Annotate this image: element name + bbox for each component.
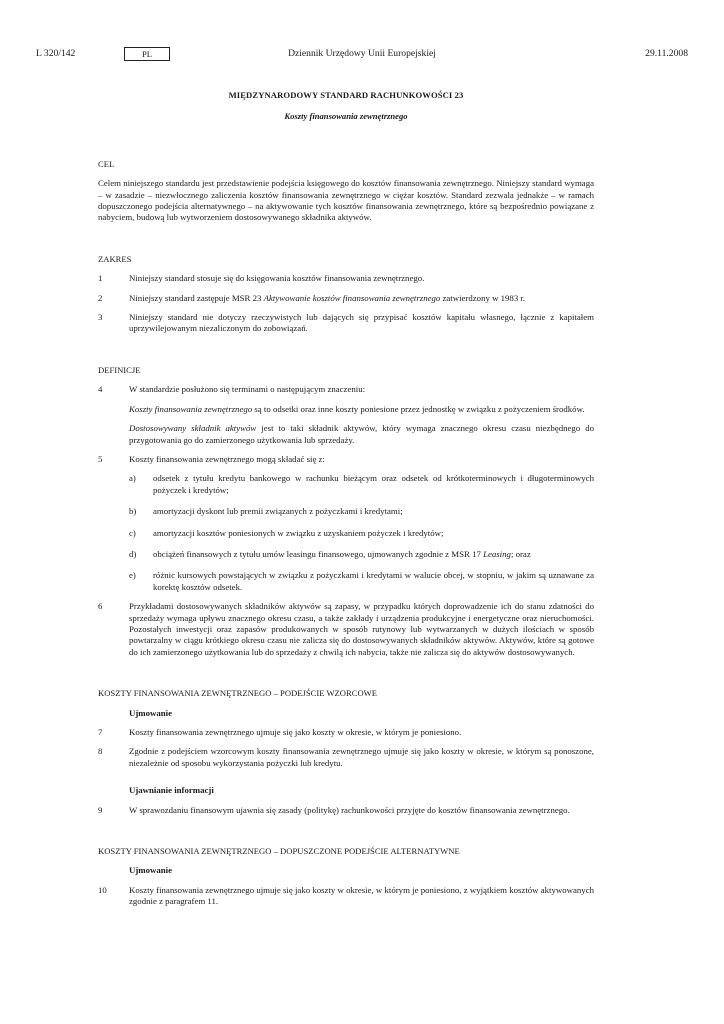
paragraph-number: 6 — [98, 601, 103, 612]
list-text: amortyzacji kosztów poniesionych w związku z uzyskaniem pożyczek i kredytów; — [153, 527, 444, 538]
list-text-end: ; oraz — [510, 548, 531, 559]
document-title: MIĘDZYNARODOWY STANDARD RACHUNKOWOŚCI 23 — [228, 90, 464, 100]
subsection-heading-disclosure: Ujawnianie informacji — [129, 785, 214, 796]
list-item — [98, 506, 594, 517]
section-heading-definicje: DEFINICJE — [98, 364, 141, 375]
definition-term: Dostosowywany składnik aktywów — [129, 423, 257, 434]
definition-qualifying-asset — [129, 423, 594, 446]
paragraph-number: 7 — [98, 727, 103, 737]
page-header — [36, 48, 688, 61]
document-subtitle: Koszty finansowania zewnętrznego — [284, 111, 408, 122]
journal-title: Dziennik Urzędowy Unii Europejskiej — [288, 48, 436, 59]
paragraph-text: Koszty finansowania zewnętrznego mogą składać się z: — [129, 453, 325, 464]
paragraph-8 — [98, 746, 594, 769]
cel-text: Celem niniejszego standardu jest przedstawienie podejścia księgowego do kosztów finansowania zewnętrznego. Niniejszy standard wymaga – w zasadzie – niezwłocznego zaliczenia kosztów finansowania zewnętrznego w ciężar kosztów. Standard zezwala jednakże – w ramach dopuszczonego podejścia alternatywnego – na aktywowanie tych kosztów finansowania zewnętrznego, które są bezpośrednio powiązane z nabyciem, budową lub wytworzeniem dostosowywanego składnika aktywów. — [98, 178, 594, 223]
subsection-heading-recognition-alt: Ujmowanie — [129, 865, 173, 876]
definition-text: są to odsetki oraz inne koszty poniesione przez jednostkę w związku z pożyczeniem środków. — [252, 403, 585, 414]
paragraph-text: Niniejszy standard zastępuje MSR 23 — [129, 292, 264, 303]
list-letter: c) — [129, 527, 136, 538]
paragraph-number: 5 — [98, 453, 103, 464]
section-heading-zakres: ZAKRES — [98, 253, 132, 264]
paragraph-10 — [98, 885, 594, 908]
definition-text: jest to taki składnik aktywów, który wymaga znacznego okresu czasu niezbędnego do przygotowania go do zamierzonego użytkowania lub sprzedaży. — [129, 423, 594, 445]
paragraph-text: W standardzie posłużono się terminami o następującym znaczeniu: — [129, 384, 366, 395]
paragraph-6 — [98, 601, 594, 658]
paragraph-7 — [98, 727, 594, 738]
paragraph-number: 2 — [98, 292, 103, 303]
paragraph-text: Koszty finansowania zewnętrznego ujmuje się jako koszty w okresie, w którym je poniesiono, z wyjątkiem kosztów aktywowanych zgodnie z paragrafem 11. — [129, 884, 594, 907]
section-heading-cel: CEL — [98, 158, 115, 169]
list-item — [98, 570, 594, 593]
paragraph-text: Niniejszy standard stosuje się do księgowania kosztów finansowania zewnętrznego. — [129, 273, 425, 284]
paragraph-2 — [98, 293, 594, 304]
page-reference: L 320/142 — [36, 48, 76, 59]
definition-term: Koszty finansowania zewnętrznego — [129, 403, 253, 414]
paragraph-text: Zgodnie z podejściem wzorcowym koszty finansowania zewnętrznego ujmuje się jako koszty w okresie, w którym są ponoszone, niezależnie od sposobu wykorzystania pożyczki lub kredytu. — [129, 746, 594, 768]
paragraph-italic-title: Aktywowanie kosztów finansowania zewnętrznego — [263, 292, 441, 303]
paragraph-text: Niniejszy standard nie dotyczy rzeczywistych lub dających się przypisać kosztów kapitału własnego, łącznie z kapitałem uprzywilejowanym niezaliczonym do zobowiązań. — [129, 312, 594, 334]
list-letter: d) — [129, 548, 137, 559]
list-item — [98, 528, 594, 539]
paragraph-number: 1 — [98, 273, 103, 284]
subsection-heading-recognition: Ujmowanie — [129, 707, 173, 718]
publication-date: 29.11.2008 — [645, 48, 688, 59]
list-item — [98, 473, 594, 496]
paragraph-1 — [98, 273, 594, 284]
paragraph-number: 8 — [98, 746, 103, 757]
document-body — [98, 90, 594, 908]
list-text: obciążeń finansowych z tytułu umów leasingu finansowego, ujmowanych zgodnie z MSR 17 — [153, 548, 484, 559]
list-item — [98, 549, 594, 560]
paragraph-number: 9 — [98, 804, 103, 815]
paragraph-4 — [98, 384, 594, 395]
list-letter: a) — [129, 473, 136, 484]
list-letter: e) — [129, 570, 136, 581]
paragraph-text: Koszty finansowania zewnętrznego ujmuje się jako koszty w okresie, w którym je poniesiono. — [129, 727, 462, 737]
list-letter: b) — [129, 506, 137, 517]
paragraph-number: 4 — [98, 384, 103, 395]
paragraph-text: Przykładami dostosowywanych składników aktywów są zapasy, w przypadku których doprowadzenie ich do stanu zdatności do sprzedaży wymaga upływu znacznego okresu czasu, a także zakłady i urządzenia produkcyjne i energetyczne oraz nieruchomości. Pozostałych inwestycji oraz zapasów produkowanych w sposób rutynowy lub wytwarzanych w dużych ilościach w sposób powtarzalny w ciągu krótkiego okresu czasu nie zalicza się do dostosowywanych składników aktywów. Aktywów, które są gotowe do ich zamierzonego użytkowania lub do sprzedaży z chwilą ich nabycia, także nie zalicza się do aktywów dostosowywanych. — [129, 601, 594, 657]
paragraph-text: W sprawozdaniu finansowym ujawnia się zasady (politykę) rachunkowości przyjęte do kosztów finansowania zewnętrznego. — [129, 804, 570, 815]
list-text: różnic kursowych powstających w związku z pożyczkami i kredytami w walucie obcej, w stopniu, w jakim są uznawane za korektę kosztów odsetek. — [153, 570, 594, 592]
paragraph-number: 3 — [98, 312, 103, 323]
language-badge: PL — [124, 47, 170, 61]
list-text: odsetek z tytułu kredytu bankowego w rachunku bieżącym oraz odsetek od krótkoterminowych i długoterminowych pożyczek i kredytów; — [153, 473, 594, 495]
section-heading-alternative: KOSZTY FINANSOWANIA ZEWNĘTRZNEGO – DOPUSZCZONE PODEJŚCIE ALTERNATYWNE — [98, 846, 460, 857]
paragraph-number: 10 — [98, 884, 107, 895]
list-text: amortyzacji dyskont lub premii związanych z pożyczkami i kredytami; — [153, 506, 403, 517]
paragraph-3 — [98, 312, 594, 335]
section-heading-benchmark: KOSZTY FINANSOWANIA ZEWNĘTRZNEGO – PODEJŚCIE WZORCOWE — [98, 688, 378, 699]
list-italic-title: Leasing — [483, 548, 511, 559]
paragraph-text-end: zatwierdzony w 1983 r. — [440, 292, 526, 303]
paragraph-9 — [98, 805, 594, 816]
paragraph-5 — [98, 454, 594, 465]
definition-borrowing-costs — [129, 404, 594, 415]
